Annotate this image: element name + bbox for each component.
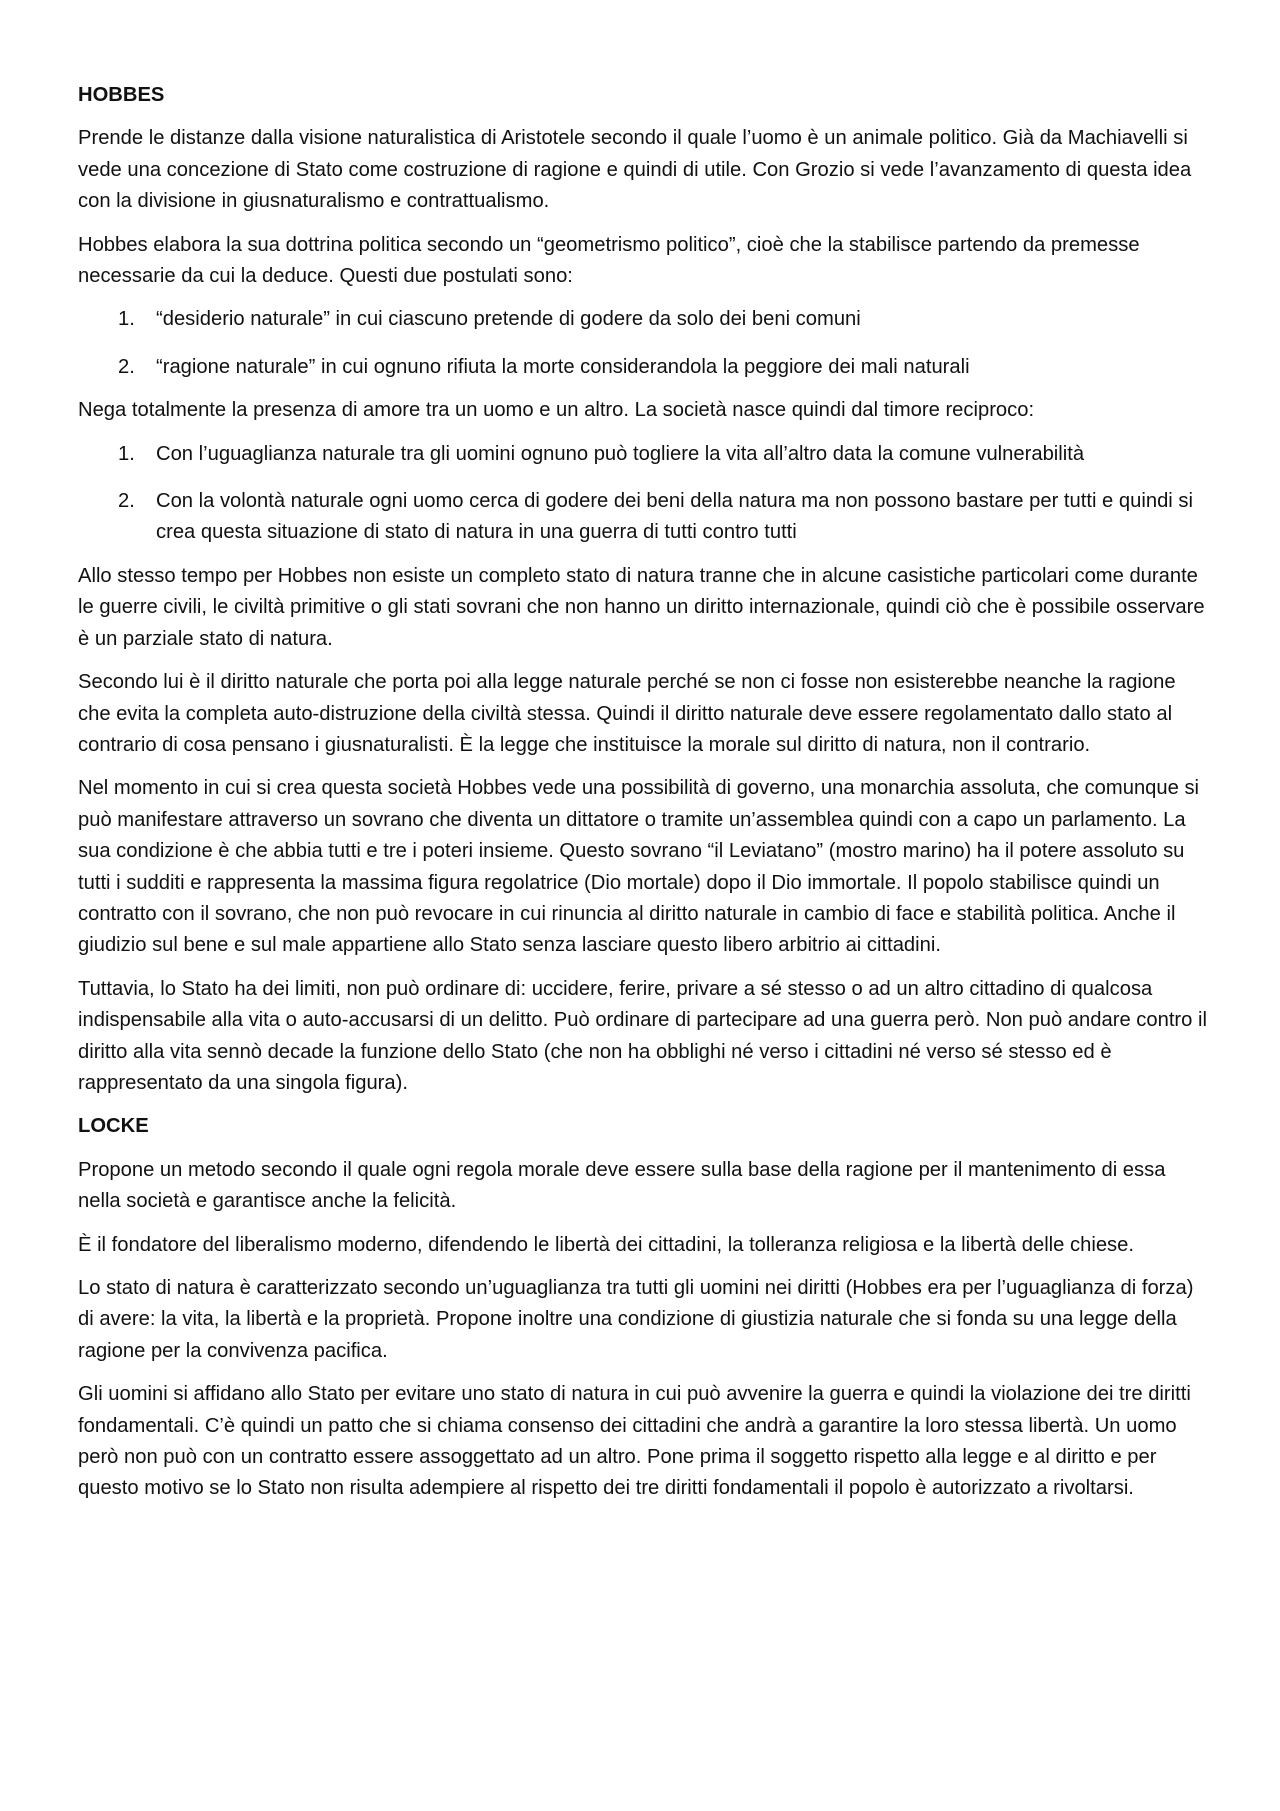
list-item-text: Con l’uguaglianza naturale tra gli uomini ognuno può togliere la vita all’altro data la comune vulnerabilità	[156, 442, 1085, 465]
paragraph: Gli uomini si affidano allo Stato per evitare uno stato di natura in cui può avvenire la guerra e quindi la violazione dei tre diritti fondamentali. C’è quindi un patto che si chiama consenso dei cittadini che andrà a garantire la loro stessa libertà. Un uomo però non può con un contratto essere assoggettato ad un altro. Pone prima il soggetto rispetto alla legge e al diritto e per questo motivo se lo Stato non risulta adempiere al rispetto dei tre diritti fondamentali il popolo è autorizzato a rivoltarsi.	[78, 1383, 1191, 1500]
paragraph: Secondo lui è il diritto naturale che porta poi alla legge naturale perché se non ci fosse non esisterebbe neanche la ragione che evita la completa auto-distruzione della civiltà stessa. Quindi il diritto naturale deve essere regolamentato dallo stato al contrario di cosa pensano i giusnaturalisti. È la legge che instituisce la morale sul diritto di natura, non il contrario.	[78, 671, 1176, 756]
paragraph: Nel momento in cui si crea questa società Hobbes vede una possibilità di governo, una monarchia assoluta, che comunque si può manifestare attraverso un sovrano che diventa un dittatore o tramite un’assemblea quindi con a capo un parlamento. La sua condizione è che abbia tutti e tre i poteri insieme. Questo sovrano “il Leviatano” (mostro marino) ha il potere assoluto su tutti i sudditi e rappresenta la massima figura regolatrice (Dio mortale) dopo il Dio immortale. Il popolo stabilisce quindi un contratto con il sovrano, che non può revocare in cui rinuncia al diritto naturale in cambio di face e stabilità politica. Anche il giudizio sul bene e sul male appartiene allo Stato senza lasciare questo libero arbitrio ai cittadini.	[78, 777, 1200, 957]
paragraph: Tuttavia, lo Stato ha dei limiti, non può ordinare di: uccidere, ferire, privare a sé stesso o ad un altro cittadino di qualcosa indispensabile alla vita o auto-accusarsi di un delitto. Può ordinare di partecipare ad una guerra però. Non può andare contro il diritto alla vita sennò decade la funzione dello Stato (che non ha obblighi né verso i cittadini né verso sé stesso ed è rappresentato da una singola figura).	[78, 977, 1207, 1094]
list-item	[78, 439, 1213, 470]
list-item	[78, 304, 1213, 335]
paragraph: Allo stesso tempo per Hobbes non esiste un completo stato di natura tranne che in alcune casistiche particolari come durante le guerre civili, le civiltà primitive o gli stati sovrani che non hanno un diritto internazionale, quindi ciò che è possibile osservare è un parziale stato di natura.	[78, 564, 1205, 650]
list-number: 2.	[118, 355, 135, 378]
paragraph: È il fondatore del liberalismo moderno, difendendo le libertà dei cittadini, la tolleranza religiosa e la libertà delle chiese.	[78, 1233, 1134, 1256]
section-heading-locke: LOCKE	[78, 1115, 149, 1138]
list-item-text: “ragione naturale” in cui ognuno rifiuta la morte considerandola la peggiore dei mali naturali	[156, 355, 970, 378]
document-page	[78, 80, 1213, 1517]
list-item-text: Con la volontà naturale ogni uomo cerca di godere dei beni della natura ma non possono bastare per tutti e quindi si crea questa situazione di stato di natura in una guerra di tutti contro tutti	[156, 490, 1193, 544]
list-number: 1.	[118, 442, 135, 465]
paragraph: Hobbes elabora la sua dottrina politica secondo un “geometrismo politico”, cioè che la stabilisce partendo da premesse necessarie da cui la deduce. Questi due postulati sono:	[78, 233, 1140, 288]
paragraph: Nega totalmente la presenza di amore tra un uomo e un altro. La società nasce quindi dal timore reciproco:	[78, 399, 1035, 422]
list-number: 1.	[118, 308, 135, 331]
paragraph: Lo stato di natura è caratterizzato secondo un’uguaglianza tra tutti gli uomini nei diritti (Hobbes era per l’uguaglianza di forza) di avere: la vita, la libertà e la proprietà. Propone inoltre una condizione di giustizia naturale che si fonda su una legge della ragione per la convivenza pacifica.	[78, 1277, 1194, 1362]
paragraph: Prende le distanze dalla visione naturalistica di Aristotele secondo il quale l’uomo è un animale politico. Già da Machiavelli si vede una concezione di Stato come costruzione di ragione e quindi di utile. Con Grozio si vede l’avanzamento di questa idea con la divisione in giusnaturalismo e contrattualismo.	[78, 127, 1192, 213]
list-item-text: “desiderio naturale” in cui ciascuno pretende di godere da solo dei beni comuni	[156, 308, 861, 331]
numbered-list-postulates	[78, 304, 1213, 383]
numbered-list-fear	[78, 439, 1213, 549]
paragraph: Propone un metodo secondo il quale ogni regola morale deve essere sulla base della ragione per il mantenimento di essa nella società e garantisce anche la felicità.	[78, 1158, 1166, 1213]
section-heading-hobbes: HOBBES	[78, 84, 165, 106]
list-number: 2.	[118, 490, 135, 513]
list-item	[78, 352, 1213, 383]
list-item	[78, 486, 1213, 549]
